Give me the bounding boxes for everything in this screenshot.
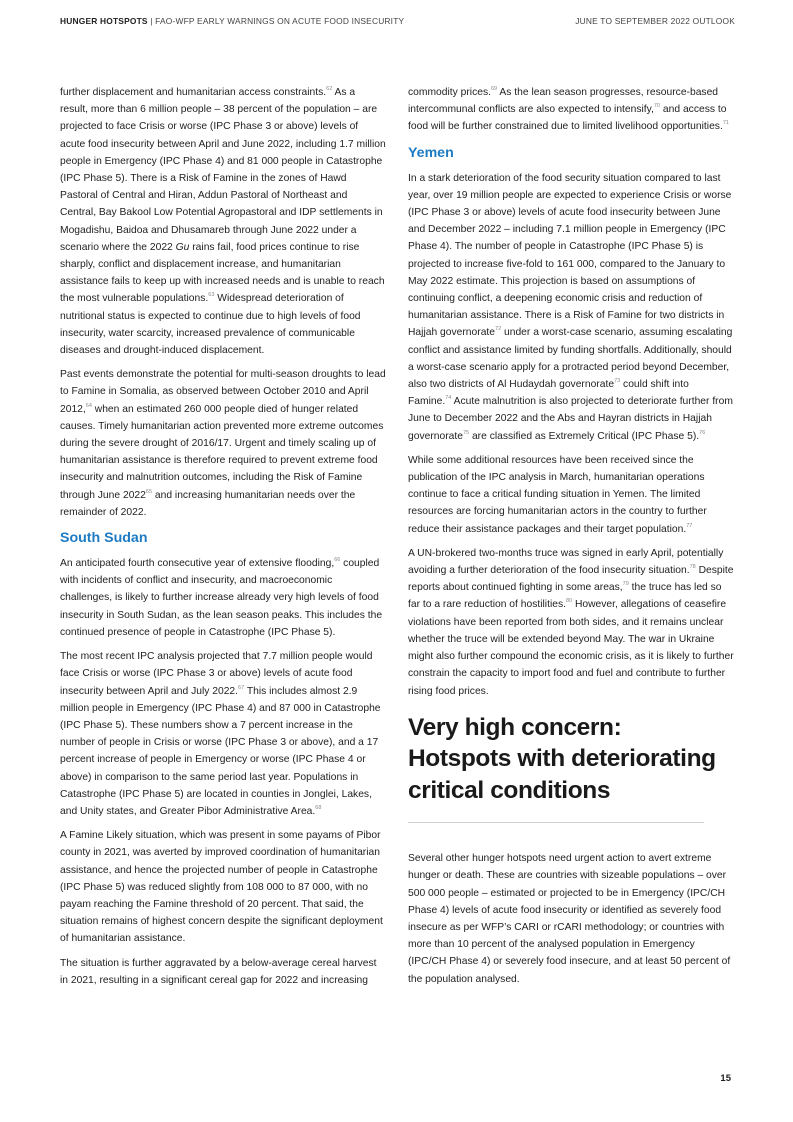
text-run: A UN-brokered two-months truce was signed in early April, potentially avoiding a further deterioration of the food insecurity situation. <box>408 547 724 577</box>
yemen-paragraph-1 <box>408 170 734 445</box>
text-run: and increasing humanitarian needs over the remainder of 2022. <box>60 489 356 518</box>
section-heading-very-high-concern <box>408 712 734 807</box>
left-column <box>60 84 386 996</box>
footnote-ref[interactable]: 74 <box>445 395 452 402</box>
south-sudan-paragraph-4 <box>60 955 386 989</box>
text-run: The most recent IPC analysis projected that 7.7 million people would face Crisis or worse (IPC Phase 3 or above) levels of acute food insecurity between April and July 2022. <box>60 651 373 697</box>
italic-text: Gu <box>175 241 190 253</box>
footnote-ref[interactable]: 80 <box>565 598 573 605</box>
text-run: and access to food will be further constrained due to limited livelihood opportunities. <box>408 104 727 133</box>
footnote-ref[interactable]: 72 <box>495 326 502 333</box>
yemen-paragraph-2 <box>408 452 734 538</box>
text-run: While some additional resources have been received since the publication of the IPC analysis in March, humanitarian operations continue to face a critical funding situation in Yemen. The limited resources are forcing humanitarian actors in the country to further reduce their assistance packages and their target population. <box>408 454 707 535</box>
text-run: could shift into Famine. <box>408 379 689 408</box>
south-sudan-heading: South Sudan <box>60 530 148 547</box>
footnote-ref[interactable]: 78 <box>689 564 696 571</box>
header-report-title <box>60 16 404 26</box>
text-run: the truce has led so far to a rare reduction of hostilities. <box>408 582 722 611</box>
footnote-ref[interactable]: 63 <box>208 292 215 299</box>
text-run: Widespread deterioration of nutritional status is expected to continue due to high levels of food insecurity, water scarcity, increased prevalence of communicable diseases and drought-induced displacement. <box>60 293 361 357</box>
south-sudan-paragraph-3 <box>60 827 386 947</box>
text-run: commodity prices. <box>408 87 491 98</box>
section-paragraph-1 <box>408 850 734 988</box>
footnote-ref[interactable]: 64 <box>85 402 92 409</box>
footnote-ref[interactable]: 68 <box>315 804 322 811</box>
page-number: 15 <box>720 1073 731 1084</box>
somalia-paragraph-2 <box>60 366 386 521</box>
text-run: when an estimated 260 000 people died of hunger related causes. Timely humanitarian action prevented more extreme outcomes during the severe drought of 2016/17. Urgent and timely scaling up of humanitarian assistance is therefore required to prevent extreme food insecurity and malnutrition outcomes, including the Risk of Famine through June 2022 <box>60 403 384 501</box>
text-run: A Famine Likely situation, which was present in some payams of Pibor county in 2021, was averted by improved coordination of humanitarian assistance, and hence the projected number of people in Catastrophe (IPC Phase 5) was reduced slightly from 108 000 to 87 000, with no payam reaching the Famine threshold of 20 percent. That said, the situation remains of highest concern despite the significant deployment of humanitarian assistance. <box>60 830 383 945</box>
footnote-ref[interactable]: 77 <box>686 522 693 529</box>
header-report-subtitle: | FAO-WFP EARLY WARNINGS ON ACUTE FOOD INSECURITY <box>147 16 405 26</box>
text-run: coupled with incidents of conflict and insecurity, and macroeconomic challenges, is likely to further increase already very high levels of food insecurity in South Sudan, as the lean season peaks. This includes the continued presence of people in Catastrophe (IPC Phase 5). <box>60 558 383 638</box>
footnote-ref[interactable]: 71 <box>722 120 729 127</box>
yemen-paragraph-3 <box>408 545 734 700</box>
footnote-ref[interactable]: 70 <box>653 103 661 110</box>
footnote-ref[interactable]: 62 <box>326 86 333 92</box>
footnote-ref[interactable]: 75 <box>462 429 470 436</box>
header-report-name: HUNGER HOTSPOTS <box>60 16 148 26</box>
text-run: The situation is further aggravated by a below-average cereal harvest in 2021, resulting in a significant cereal gap for 2022 and increasing <box>60 957 377 986</box>
section-heading-line-2: Hotspots with deteriorating <box>408 745 716 773</box>
footnote-ref[interactable]: 67 <box>238 684 245 691</box>
footnote-ref[interactable]: 79 <box>622 581 629 588</box>
text-run: As a result, more than 6 million people – 38 percent of the population – are projected to face Crisis or worse (IPC Phase 3 or above) levels of acute food insecurity between April and June 2022, including 1.7 million people in Emergency (IPC Phase 4) and 81 000 people in Catastrophe (IPC Phase 5). There is a Risk of Famine in the zones of Hawd Pastoral of Central and Hiran, Addun Pastoral of Northeast and Central, Bay Bakool Low Potential Agropastoral and IDP settlements in Mogadishu, Baidoa and Dhusamareb through June 2022 under a scenario where the 2022 <box>60 87 386 253</box>
yemen-heading: Yemen <box>408 144 454 161</box>
text-run: As the lean season progresses, resource-based intercommunal conflicts are also expected to intensify, <box>408 87 719 116</box>
south-sudan-paragraph-2 <box>60 648 386 820</box>
footnote-ref[interactable]: 76 <box>699 429 706 436</box>
south-sudan-paragraph-1 <box>60 555 386 641</box>
text-run: An anticipated fourth consecutive year of extensive flooding, <box>60 558 335 570</box>
text-run: Acute malnutrition is also projected to deteriorate further from June to December 2022 and the Abs and Hayran districts in Hajjah governorate <box>408 396 733 442</box>
text-run: under a worst-case scenario, assuming escalating conflict and assistance limited by funding shortfalls. Additionally, should a worst-case scenario apply for a protracted period beyond December, also two districts of Al Hudaydah governorate <box>408 327 733 391</box>
text-run: Despite reports about continued fighting in some areas, <box>408 565 734 594</box>
footnote-ref[interactable]: 66 <box>334 557 341 564</box>
page-header <box>60 16 735 32</box>
text-run: This includes almost 2.9 million people in Emergency (IPC Phase 4) and 87 000 in Catastrophe (IPC Phase 5). These numbers show a 7 percent increase in the number of people in Crisis or worse (IPC Phase 3 or above), and a 17 percent increase of people in Emergency or worse (IPC Phase 4 or above) in comparison to the same period last year. Populations in Catastrophe (IPC Phase 5) are located in counties in Jonglei, Lakes, and Unity states, and Greater Pibor Administrative Area. <box>60 685 381 817</box>
section-heading-line-3: critical conditions <box>408 776 611 804</box>
south-sudan-continued-paragraph <box>408 84 734 136</box>
footnote-ref[interactable]: 73 <box>614 378 621 385</box>
section-heading-line-1: Very high concern: <box>408 713 622 741</box>
text-run: Past events demonstrate the potential for multi-season droughts to lead to Famine in Somalia, as observed between October 2010 and April 2012, <box>60 369 386 415</box>
section-divider <box>408 822 704 823</box>
text-run: However, allegations of ceasefire violations have been reported from both sides, and it remains unclear whether the truce will be extended beyond May. The war in Ukraine might also further compound the economic crisis, as it is likely to further constrain the capacity to import food and fuel and contribute to further rising food prices. <box>408 599 734 697</box>
text-run: Several other hunger hotspots need urgent action to avert extreme hunger or death. These are countries with sizeable populations – over 500 000 people – estimated or projected to be in Emergency (IPC/CH Phase 4) levels of acute food insecurity or identified as severely food insecure as per WFP’s CARI or rCARI methodology; or countries with more than 10 percent of the analysed population in Emergency (IPC/CH Phase 4) or severely food insecure, and at least 50 percent of the population analysed. <box>408 853 731 985</box>
header-outlook-period: JUNE TO SEPTEMBER 2022 OUTLOOK <box>575 16 735 26</box>
text-run: further displacement and humanitarian access constraints. <box>60 87 327 98</box>
somalia-paragraph-1 <box>60 84 386 359</box>
footnote-ref[interactable]: 69 <box>490 86 498 92</box>
text-run: are classified as Extremely Critical (IPC Phase 5). <box>469 430 700 442</box>
text-run: In a stark deterioration of the food security situation compared to last year, over 19 million people are expected to experience Crisis or worse (IPC Phase 3 or above) levels of acute food insecurity between June and December 2022 – including 7.1 million people in Emergency (IPC Phase 4). The number of people in Catastrophe (IPC Phase 5) is projected to increase five-fold to 161 000, compared to the January to May 2022 estimate. This projection is based on assumptions of continuing conflict, a deepening economic crisis and reduction of humanitarian assistance. There is a Risk of Famine for two districts in Hajjah governorate <box>408 172 732 339</box>
text-run: rains fail, food prices continue to rise sharply, conflict and displacement increase, and humanitarian assistance fails to keep up with increased needs and is unable to reach the most vulnerable populations. <box>60 241 385 305</box>
right-column <box>408 84 734 995</box>
footnote-ref[interactable]: 65 <box>145 488 153 495</box>
